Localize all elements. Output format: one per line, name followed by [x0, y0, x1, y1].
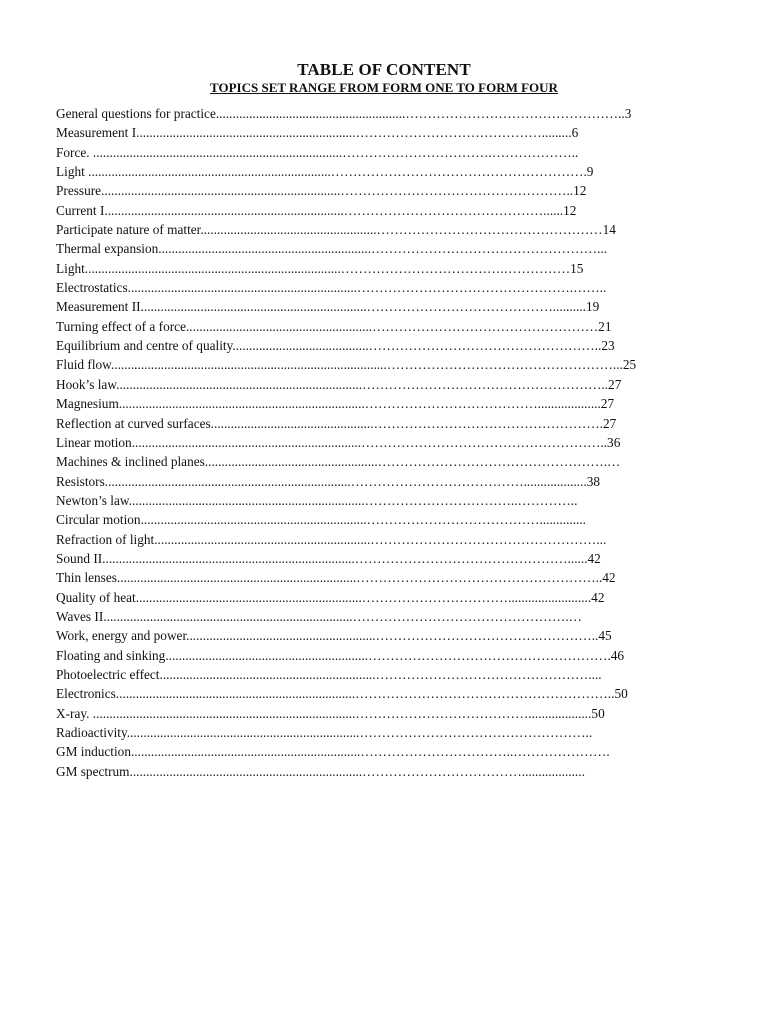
- table-of-contents: [56, 104, 736, 781]
- toc-entry: Turning effect of a force........................................................……………………………………………21: [56, 318, 612, 334]
- toc-entry: Current I........................................................................………………………………………......12: [56, 202, 577, 218]
- toc-entry: Light .........................................................................………………………………………………….9: [56, 164, 594, 180]
- toc-entry: Force. ...........................................................................…………………………….………………..: [56, 144, 579, 160]
- toc-entry: Waves II...........................................................................………………………………………….…: [56, 608, 582, 624]
- toc-entry: Photoelectric effect.................................................................…………………………………………....: [56, 666, 602, 682]
- toc-entry: GM induction.....................................................................……………………………..………………….: [56, 744, 610, 760]
- toc-entry: Floating and sinking.............................................................……………………………………………….46: [56, 647, 625, 663]
- toc-entry: Resistors..........................................................................…………………………………...................38: [56, 473, 601, 489]
- toc-entry: Electrostatics.....................................................................………………………………………….……..: [56, 280, 607, 296]
- page-subtitle: TOPICS SET RANGE FROM FORM ONE TO FORM FOUR: [210, 80, 558, 95]
- toc-entry: Refraction of light.................................................................……………………………………………...: [56, 531, 607, 547]
- toc-entry: X-ray. ...............................................................................…………………………………...................50: [56, 705, 605, 721]
- toc-entry: Pressure........................................................................……………………………………………..12: [56, 183, 587, 199]
- toc-entry: Fluid flow...................................................................................……………………………………………...25: [56, 357, 637, 373]
- toc-entry: Measurement I..................................................................…………………………………….........6: [56, 125, 579, 141]
- toc-entry: Reflection at curved surfaces.................................................…………………………………………….27: [56, 415, 617, 431]
- toc-entry: Equilibrium and centre of quality.........................................……………………………………………..23: [56, 338, 615, 354]
- toc-entry: Quality of heat....................................................................…………………………….........................42: [56, 589, 605, 605]
- toc-entry: Measurement II....................................................................……………………………………..........19: [56, 299, 600, 315]
- toc-entry: Radioactivity......................................................................……………………………………………..: [56, 725, 593, 740]
- toc-entry: Magnesium..........................................................................…………………………………...................27: [56, 396, 615, 412]
- toc-entry: Light.............................................................................……………………………….……………15: [56, 260, 584, 276]
- toc-entry: Newton’s law.......................................................................……………………………..…………..: [56, 492, 578, 508]
- toc-entry: GM spectrum......................................................................………………………………...................: [56, 763, 585, 779]
- toc-entry: Participate nature of matter.....................................................……………………………………………14: [56, 222, 616, 238]
- toc-entry: General questions for practice.........................................................…………………………………………..3: [56, 106, 632, 121]
- toc-entry: Hook’s law..........................................................................………………………………………………..27: [56, 376, 622, 392]
- toc-entry: Thermal expansion................................................................……………………………………………...: [56, 241, 608, 257]
- toc-entry: Circular motion....................................................................…………………………………..............: [56, 512, 587, 528]
- toc-entry: Linear motion.....................................................................………………………………………………..36: [56, 434, 621, 450]
- toc-entry: Thin lenses........................................................................………………………………………………..42: [56, 570, 616, 586]
- page-title: TABLE OF CONTENT: [297, 60, 471, 79]
- toc-entry: Electronics........................................................................…………………………………………………..50: [56, 686, 628, 702]
- toc-entry: Sound II............................................................................…………………………………………......42: [56, 550, 601, 566]
- toc-entry: Machines & inclined planes....................................................…………………………………………….…: [56, 454, 621, 470]
- toc-entry: Work, energy and power.........................................................……………………………….…………..45: [56, 628, 612, 644]
